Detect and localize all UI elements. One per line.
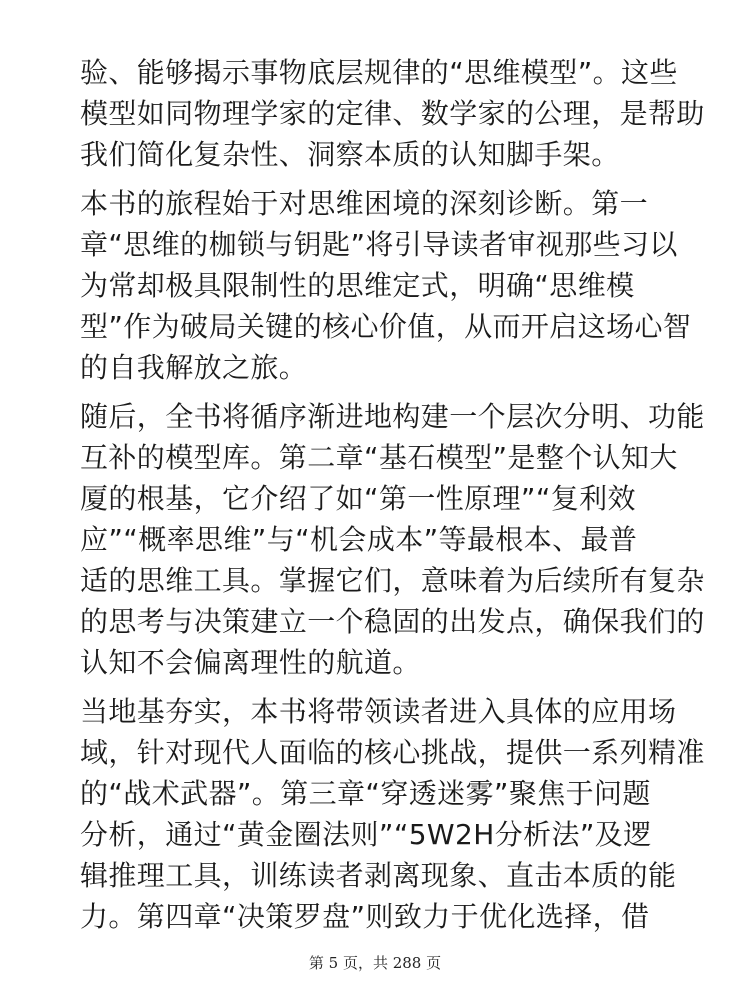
text-line: 模型如同物理学家的定律、数学家的公理，是帮助 [80,97,705,130]
paragraph-1 [80,52,705,175]
text-line: 为常却极具限制性的思维定式，明确“思维模 [80,269,635,302]
text-line: 适的思维工具。掌握它们，意味着为后续所有复杂 [80,564,705,597]
paragraph-2 [80,183,692,388]
page-number-footer: 第 5 页，共 288 页 [308,954,442,972]
text-line: 我们简化复杂性、洞察本质的认知脚手架。 [80,138,620,171]
text-line: 的思考与决策建立一个稳固的出发点，确保我们的 [80,605,705,638]
text-line: 辑推理工具，训练读者剥离现象、直击本质的能 [80,859,677,892]
text-line: 当地基夯实，本书将带领读者进入具体的应用场 [80,695,677,728]
page-body [80,52,705,945]
text-line: 型”作为破局关键的核心价值，从而开启这场心智 [80,310,692,343]
text-line: 验、能够揭示事物底层规律的“思维模型”。这些 [80,56,678,89]
text-line: 章“思维的枷锁与钥匙”将引导读者审视那些习以 [80,228,678,261]
text-line: 力。第四章“决策罗盘”则致力于优化选择，借 [80,900,650,933]
text-line: 本书的旅程始于对思维困境的深刻诊断。第一 [80,187,649,220]
text-line: 的自我解放之旅。 [80,351,308,384]
text-line: 厦的根基，它介绍了如“第一性原理”“复利效 [80,482,636,515]
paragraph-3 [80,396,705,683]
text-line: 互补的模型库。第二章“基石模型”是整个认知大 [80,441,678,474]
text-line: 应”“概率思维”与“机会成本”等最根本、最普 [80,523,638,556]
text-line: 认知不会偏离理性的航道。 [80,646,421,679]
text-line: 分析，通过“黄金圈法则”“5W2H分析法”及逻 [80,818,652,851]
text-line: 随后，全书将循序渐进地构建一个层次分明、功能 [80,400,705,433]
text-line: 的“战术武器”。第三章“穿透迷雾”聚焦于问题 [80,777,651,810]
text-line: 域，针对现代人面临的核心挑战，提供一系列精准 [80,736,705,769]
paragraph-4 [80,691,705,937]
